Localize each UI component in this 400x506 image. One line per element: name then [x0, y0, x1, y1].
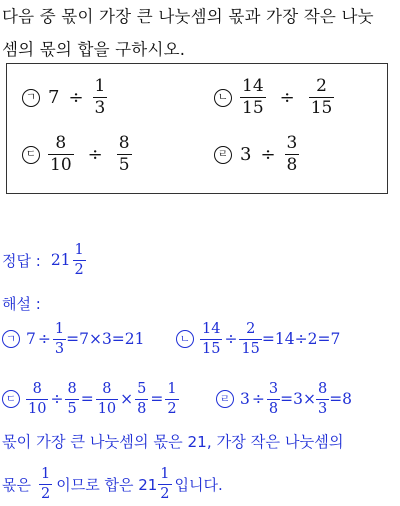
denominator: 8 [268, 400, 279, 417]
solution-mark: ㄷ [2, 390, 20, 408]
numerator: 2 [246, 321, 256, 337]
denominator: 2 [167, 400, 177, 417]
solution-result: =8 [329, 390, 353, 408]
choice-mark: ㄹ [214, 146, 232, 164]
numerator: 5 [137, 381, 147, 397]
divisor-fraction [93, 78, 108, 117]
solution-operator: = [150, 390, 164, 408]
solution-fraction [200, 322, 222, 356]
choice-c [22, 135, 132, 174]
solution-fraction [316, 382, 329, 416]
numerator: 1 [94, 76, 106, 96]
divisor-fraction [285, 135, 300, 174]
numerator: 1 [54, 321, 65, 337]
solution-step: =3× [280, 390, 316, 408]
denominator: 2 [160, 485, 170, 502]
solution-fraction [267, 382, 280, 416]
operator: ÷ [279, 87, 295, 108]
solution-operator: ÷ [251, 390, 265, 408]
choice-a [22, 78, 107, 117]
denominator: 10 [97, 400, 117, 417]
solution-fraction [135, 382, 148, 416]
numerator: 8 [102, 381, 112, 397]
operator: ÷ [87, 144, 103, 165]
denominator: 5 [67, 400, 77, 417]
conclusion-line-2 [2, 467, 223, 501]
denominator: 15 [310, 98, 333, 118]
denominator: 5 [118, 155, 130, 175]
denominator: 2 [74, 261, 84, 278]
solution-fraction [96, 382, 118, 416]
conclusion-text: 입니다. [174, 475, 223, 494]
denominator: 3 [94, 98, 106, 118]
numerator: 8 [317, 381, 328, 397]
solution-fraction [165, 382, 178, 416]
numerator: 2 [316, 76, 327, 96]
denominator: 2 [40, 485, 51, 502]
numerator: 3 [286, 133, 298, 153]
solution-fraction [239, 322, 261, 356]
divisor-fraction [309, 78, 335, 117]
solution-mark: ㄱ [2, 330, 20, 348]
answer-fraction [73, 243, 86, 277]
answer-line [2, 243, 86, 277]
choice-mark: ㄷ [22, 146, 40, 164]
denominator: 10 [50, 155, 72, 175]
numerator: 3 [268, 381, 279, 397]
question-line-1: 다음 중 몫이 가장 큰 나눗셈의 몫과 가장 작은 나눗 [2, 7, 374, 26]
operator: ÷ [260, 144, 276, 165]
solution-a [2, 322, 145, 356]
answer-whole: 21 [50, 251, 71, 269]
choice-d [214, 135, 299, 174]
answer-label: 정답 : [2, 251, 41, 270]
numerator: 8 [32, 381, 42, 397]
dividend: 3 [240, 144, 252, 165]
solution-operator: ÷ [50, 390, 64, 408]
numerator: 1 [40, 466, 51, 482]
solution-fraction [26, 382, 48, 416]
denominator: 15 [241, 340, 260, 357]
solution-mark: ㄴ [176, 330, 194, 348]
solution-operator: × [120, 390, 134, 408]
choice-mark: ㄱ [22, 89, 40, 107]
numerator: 1 [167, 381, 177, 397]
denominator: 8 [137, 400, 147, 417]
question-line-2: 셈의 몫의 합을 구하시오. [2, 40, 186, 59]
conclusion-text: 이므로 합은 21 [56, 475, 158, 494]
choice-b [214, 78, 334, 117]
solution-d [216, 382, 352, 416]
denominator: 15 [202, 340, 221, 357]
solution-mark: ㄹ [216, 390, 234, 408]
numerator: 14 [242, 76, 264, 96]
solution-result: =14÷2=7 [261, 330, 341, 348]
choice-mark: ㄴ [214, 89, 232, 107]
solution-operator: ÷ [37, 330, 51, 348]
numerator: 1 [74, 242, 84, 258]
conclusion-fraction [158, 467, 171, 501]
solution-c [2, 382, 179, 416]
divisor-fraction [117, 135, 132, 174]
solution-fraction [53, 322, 66, 356]
denominator: 15 [242, 98, 264, 118]
explanation-label: 해설 : [2, 295, 41, 313]
denominator: 10 [28, 400, 47, 417]
solution-term: 3 [240, 390, 250, 408]
solution-fraction [65, 382, 78, 416]
dividend-fraction [240, 78, 266, 117]
conclusion-line-1: 몫이 가장 큰 나눗셈의 몫은 21, 가장 작은 나눗셈의 [2, 433, 344, 451]
conclusion-text: 몫은 [2, 475, 31, 494]
numerator: 14 [202, 321, 221, 337]
solution-operator: ÷ [224, 330, 238, 348]
numerator: 8 [55, 133, 67, 153]
solution-operator: = [80, 390, 94, 408]
solution-b [176, 322, 340, 356]
denominator: 3 [317, 400, 328, 417]
solution-result: =7×3=21 [66, 330, 145, 348]
operator: ÷ [68, 87, 84, 108]
denominator: 3 [54, 340, 65, 357]
numerator: 8 [67, 381, 77, 397]
numerator: 1 [160, 466, 170, 482]
dividend-fraction [48, 135, 74, 174]
dividend: 7 [48, 87, 60, 108]
numerator: 8 [118, 133, 130, 153]
solution-term: 7 [26, 330, 36, 348]
denominator: 8 [286, 155, 298, 175]
conclusion-fraction [39, 467, 52, 501]
